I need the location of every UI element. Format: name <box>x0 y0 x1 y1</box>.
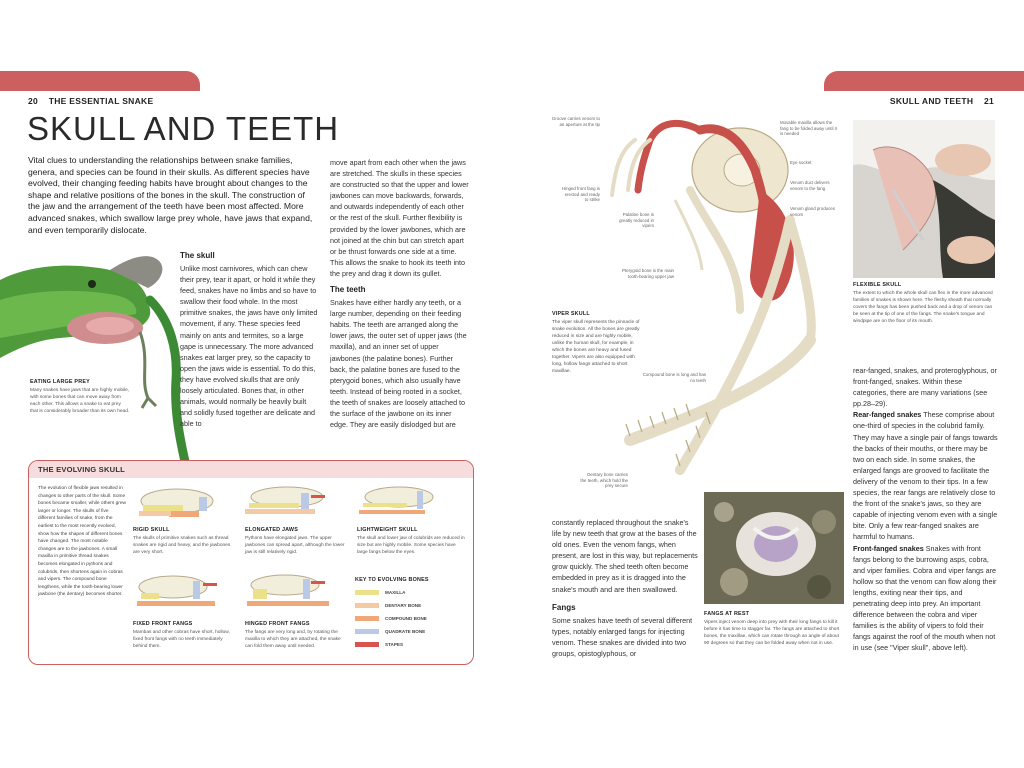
swatch <box>355 629 379 634</box>
evolving-skull-heading: THE EVOLVING SKULL <box>38 465 125 474</box>
label-groove: Groove carries venom to an aperture at the tip <box>551 116 600 127</box>
right-middle-column <box>552 517 698 659</box>
right-running-head-text: SKULL AND TEETH <box>889 96 974 106</box>
swatch <box>355 603 379 608</box>
skull-caption: Pythons have elongated jaws. The upper jawbones can spread apart, although the lower jaw is still relatively rigid. <box>245 536 345 555</box>
label-movable-maxilla: Movable maxilla allows the fang to be folded away until it is needed <box>780 120 837 137</box>
left-page-number: 20 <box>28 96 39 106</box>
right-last-column <box>853 365 999 653</box>
rear-fanged-heading: Rear-fanged snakes <box>853 410 922 420</box>
front-fanged-text: Snakes with front fangs belong to the burrowing asps, cobra, and viper families. Cobra and viper fangs are hollow so that the venom can flow along their lengths, exiting near their tips, and penetrating deep into prey. An important difference between the cobra and viper families is the ability of vipers to fold their fangs against the roof of the mouth when not in use (see "Viper skull", above left). <box>853 543 997 653</box>
label-dentary: Dentary bone carries the teeth, which hold the prey secure <box>580 472 628 489</box>
fangs-at-rest-photo <box>704 492 844 604</box>
label-palatine: Palatine bone is greatly reduced in vipers <box>619 212 654 229</box>
caption-heading: FLEXIBLE SKULL <box>853 282 902 288</box>
left-running-head <box>28 96 153 106</box>
caption-text: Many snakes have jaws that are highly mobile, with some bones that can move away from each other. This allows a snake to eat prey that is considerably broader than its own head. <box>30 388 130 414</box>
section-text: Unlike most carnivores, which can chew their prey, tear it apart, or hold it while they feed, snakes have no limbs and so have to swallow their food whole. In the most primitive snakes, the jaws have only limited movement, if any. These species feed mainly on ants and termites, so a large gape is unnecessary. The more advanced snakes eat larger prey, so the capacity to open the jaws wide is essential. To do this, they have evolved skulls that are only loosely articulated. Bones that, in other animals, would normally be heavily built and solidly fused together are delicate and able to <box>180 264 318 429</box>
elongated-jaws-drawing <box>245 487 325 514</box>
fangs-at-rest-caption <box>704 611 844 647</box>
flexible-skull-caption <box>853 282 995 325</box>
intro-paragraph: Vital clues to understanding the relationships between snake families, genera, and species can be found in their skulls. As different species have evolved, their changing feeding habits have brought about changes to the shape and relative positions of the bones in the skull. The construction of the jaw and the arrangement of the teeth have been most affected. More advanced snakes, which swallow large prey whole, have jaws that expand, and even temporarily dislocate. <box>28 155 313 235</box>
section-heading: The skull <box>180 251 215 260</box>
label-venom-gland: Venom gland produces venom <box>790 206 835 217</box>
left-running-head-text: THE ESSENTIAL SNAKE <box>48 96 154 106</box>
evolving-skull-paragraph: The evolution of flexible jaws resulted in changes to other parts of the skull. Some bones became smaller, while others grew larger or longer. The skulls of five different families of snake, from the earliest to the most recently evolved, show how the shapes of different bones have changed. The most notable changes are to the jawbones. A small maxilla in primitive thread snakes becomes elongated in pythons and colubrids, then shortens again in cobras and vipers. The compound bone lengthens, while the tooth-bearing lower jawbone (the dentary) becomes shorter. <box>38 486 126 598</box>
caption-text: The viper skull represents the pinnacle of snake evolution. All the bones are greatly reduced in size and are highly mobile, unlike the human skull, for example, in which the bones are heavy and fused together. Vipers are also equipped with long, hollow fangs attached to short maxillae. <box>552 320 640 374</box>
swatch <box>355 616 379 621</box>
caption-text: Vipers inject venom deep into prey with their long fangs to kill it before it has time to stagger far. The fangs are attached to short bones, the maxillae, which can rotate through an angle of about 90 degrees so that they can be folded away when not in use. <box>704 620 840 646</box>
green-snake-photo <box>0 240 210 470</box>
lightweight-skull-drawing <box>359 487 433 514</box>
rigid-skull-drawing <box>139 489 213 517</box>
key-item-maxilla: MAXILLA <box>355 586 467 599</box>
front-fanged-heading: Front-fanged snakes <box>853 543 924 553</box>
skull-caption: The skulls of primitive snakes such as thread snakes are rigid and heavy, and the jawbones are very short. <box>133 536 231 555</box>
hinged-front-fangs-drawing <box>247 575 329 606</box>
viper-skull-caption <box>552 311 644 375</box>
column-2 <box>330 157 470 430</box>
caption-text: The extent to which the whole skull can flex in the more advanced families of snakes is shown here. The fleshy sheath that normally covers the fangs has been pushed back and a drop of venom can be seen at the tip of one of the fangs. The snake's tongue and windpipe are on the floor of its mouth. <box>853 291 993 324</box>
bone-key <box>355 577 467 651</box>
label-compound: Compound bone is long and has no teeth <box>642 372 706 383</box>
skull-caption: Mambas and other cobras have short, hollow, fixed front fangs with no teeth immediately behind them. <box>133 630 230 649</box>
right-running-head <box>890 96 994 106</box>
skull-card-rigid <box>133 527 233 556</box>
fangs-text: Some snakes have teeth of several different types, notably enlarged fangs for injecting venom. These snakes are divided into two groups, opistoglyphous, or <box>552 615 693 658</box>
label-eye-socket: Eye socket <box>790 160 812 165</box>
right-page-tab <box>824 71 1024 91</box>
teeth-heading: The teeth <box>330 285 366 295</box>
right-last-intro: rear-fanged, snakes, and proteroglyphous, or front-fanged, snakes. Within these categories, there are many variations (see pp.28–29). <box>853 366 997 409</box>
label-venom-duct: Venom duct delivers venom to the fang <box>790 180 830 191</box>
page-title: SKULL AND TEETH <box>27 110 340 147</box>
evolving-skull-text <box>38 485 126 599</box>
label-pterygoid: Pterygoid bone is the main tooth-bearing upper jaw <box>622 268 674 279</box>
skull-title: LIGHTWEIGHT SKULL <box>357 527 418 533</box>
rear-fanged-text: These comprise about one-third of species in the colubrid family. They may have a single pair of fangs towards the backs of their mouths, or there may be two on each side. In some snakes, the enlarged fangs are grooved to facilitate the delivery of the venom to their tips. In a few species, the rear fangs are relatively close to the front of the snake's jaws, so they are capable of injecting venom even with a single bite. Only a few rear-fanged snakes are harmful to humans. <box>853 410 998 542</box>
skull-title: FIXED FRONT FANGS <box>133 621 193 627</box>
skull-title: HINGED FRONT FANGS <box>245 621 310 627</box>
skull-card-lightweight <box>357 527 467 556</box>
flexible-skull-photo <box>853 120 995 278</box>
skull-section <box>180 251 320 429</box>
skull-card-hinged-fangs <box>245 621 345 650</box>
skull-caption: The skull and lower jaw of colubrids are reduced in size but are highly mobile. Some species have large fangs below the eyes. <box>357 536 465 555</box>
eating-large-prey-caption <box>30 379 130 415</box>
skull-card-fixed-fangs <box>133 621 233 650</box>
right-middle-text: constantly replaced throughout the snake's life by new teeth that grow at the bases of the old ones. Even the venom fangs, when present, are lost in this way, but replacements grow quickly. The shed teeth often become embedded in prey as it is dragged into the snake's mouth and are then swallowed. <box>552 518 698 594</box>
fixed-front-fangs-drawing <box>137 576 217 606</box>
key-item-quadrate: QUADRATE BONE <box>355 625 467 638</box>
label-hinged-fang: Hinged front fang is erected and ready to strike <box>561 186 600 203</box>
right-page-number: 21 <box>983 96 994 106</box>
column-2-text: move apart from each other when the jaws are stretched. The skulls in these species are constructed so that the upper and lower jawbones can move backwards, forwards, and outwards independently of each other or the rest of the skull. Further flexibility is provided by the lower jawbones, which are not joined at the chin but can stretch apart or be thrust forwards one side at a time. This allows the snake to hook its teeth into the prey and drag it down its gullet. <box>330 158 469 278</box>
key-item-stapes: STAPES <box>355 638 467 651</box>
skull-title: RIGID SKULL <box>133 527 170 533</box>
key-item-compound: COMPOUND BONE <box>355 612 467 625</box>
evolving-skull-box <box>28 460 474 665</box>
skull-caption: The fangs are very long and, by rotating the maxilla to which they are attached, the snake can fold them away until needed. <box>245 630 341 649</box>
fangs-heading: Fangs <box>552 602 576 612</box>
teeth-text: Snakes have either hardly any teeth, or a large number, depending on their feeding habits. The teeth are arranged along the lower jaws, the outer set of upper jaws (the maxilla), and an inner set of upper jawbones (the palatine bones). Further back, the palatine bones are fused to the pterygoid bones, which also usually have teeth. Instead of being rooted in a socket, the teeth of snakes are loosely attached to the surface of the jawbone on its inner edge. They are easily dislodged but are <box>330 298 467 430</box>
left-page-tab <box>0 71 200 91</box>
key-item-dentary: DENTARY BONE <box>355 599 467 612</box>
evolving-skull-header <box>29 461 473 478</box>
caption-heading: VIPER SKULL <box>552 311 590 317</box>
caption-heading: EATING LARGE PREY <box>30 379 90 385</box>
skull-title: ELONGATED JAWS <box>245 527 299 533</box>
skull-card-elongated <box>245 527 345 556</box>
key-heading: KEY TO EVOLVING BONES <box>355 577 429 583</box>
swatch <box>355 642 379 647</box>
swatch <box>355 590 379 595</box>
caption-heading: FANGS AT REST <box>704 611 750 617</box>
